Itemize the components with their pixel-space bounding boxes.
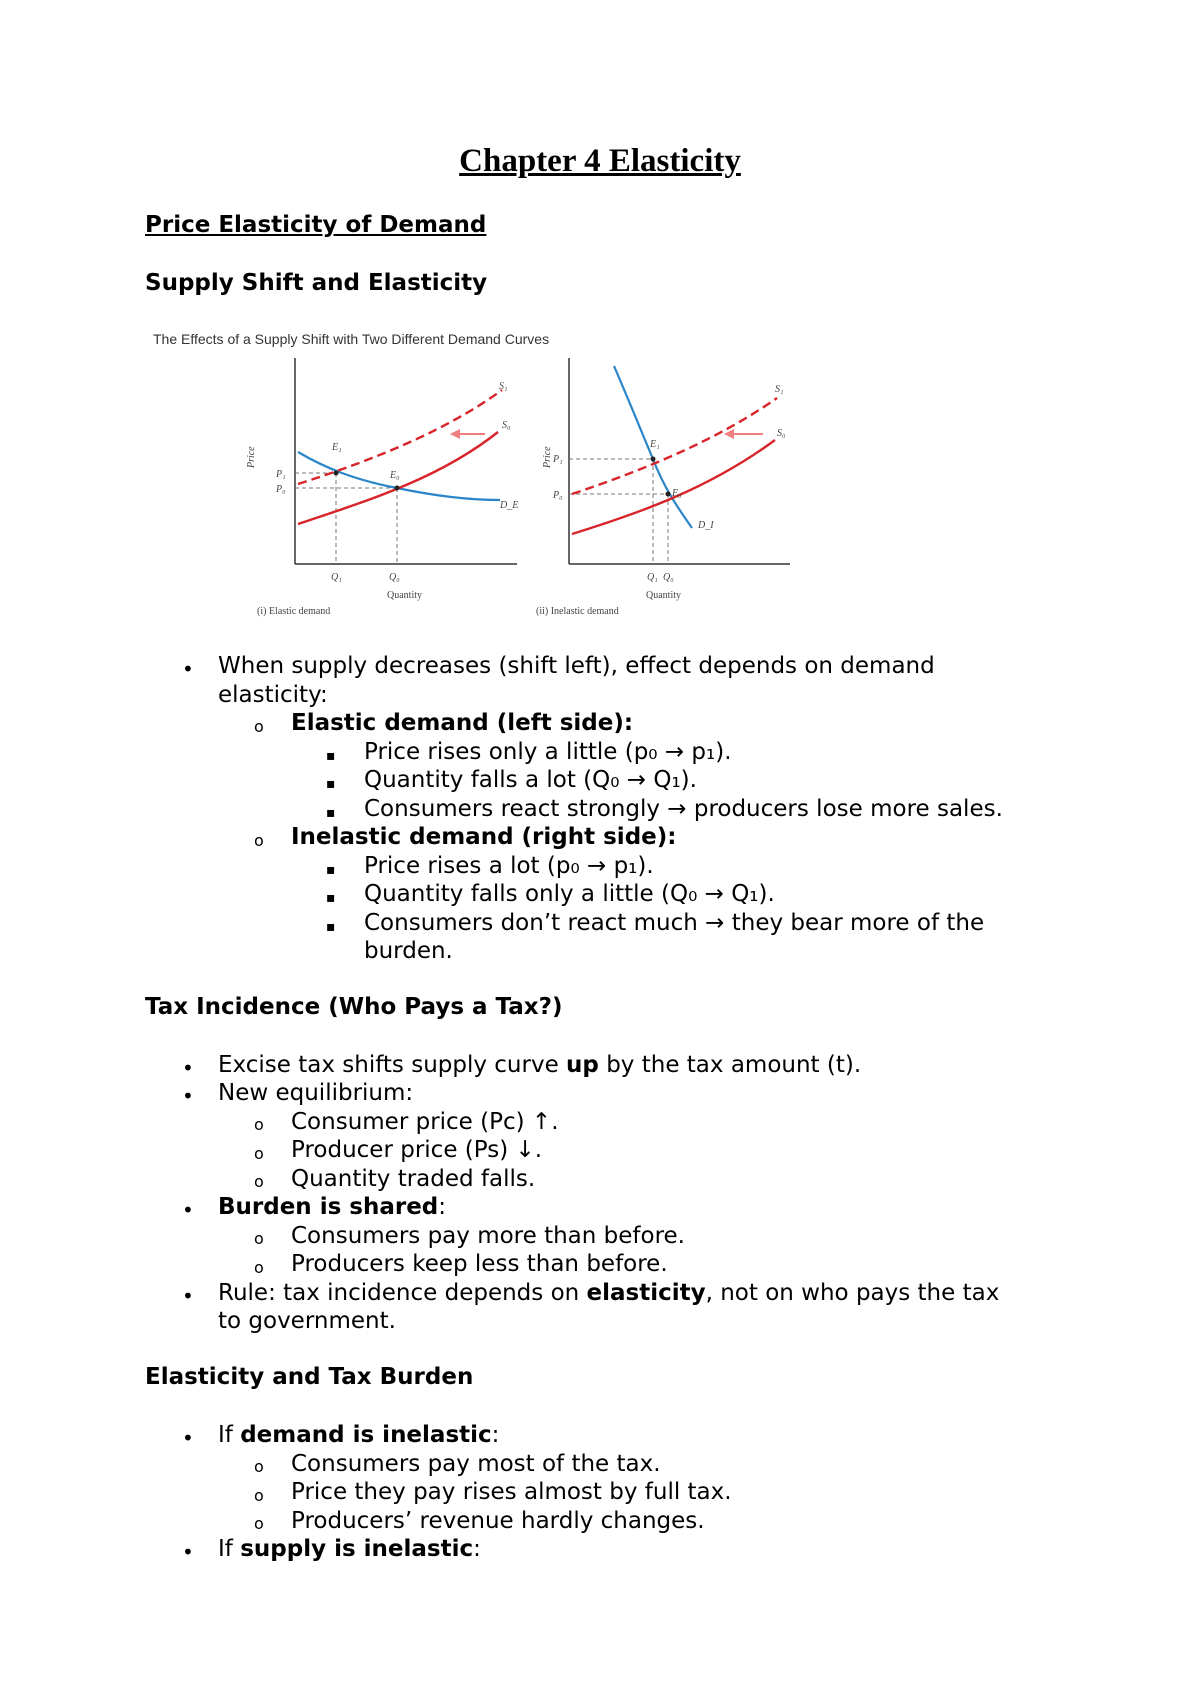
bullet-level2: o (254, 1457, 264, 1476)
list-item-continued: burden. (364, 938, 453, 964)
left-x-axis-label: Quantity (387, 590, 422, 601)
right-p1-label: P₁ (553, 454, 563, 465)
left-e1-label: E₁ (332, 442, 342, 453)
list-item: Burden is shared: (218, 1194, 447, 1220)
left-q1-label: Q₁ (331, 572, 342, 583)
elastic-demand-panel (246, 358, 518, 617)
right-demand-label: D_I (698, 520, 714, 531)
bullet-level2: o (254, 1172, 264, 1191)
list-item-continued: to government. (218, 1308, 396, 1334)
bullet-level1: • (182, 1284, 194, 1308)
right-y-axis-label: Price (542, 446, 553, 468)
left-e0-label: E₀ (390, 470, 400, 481)
bullet-level2: o (254, 1486, 264, 1505)
list-item: Consumer price (Pc) ↑. (291, 1109, 559, 1135)
left-supply-curve-s1 (298, 390, 502, 484)
list-item: Price they pay rises almost by full tax. (291, 1479, 732, 1505)
bullet-level3: ▪ (326, 919, 336, 935)
bullet-level3: ▪ (326, 890, 336, 906)
right-x-axis-label: Quantity (646, 590, 681, 601)
supply-shift-figure (150, 328, 800, 628)
list-item: New equilibrium: (218, 1080, 414, 1106)
left-p1-label: P₁ (276, 469, 286, 480)
right-supply-curve-s0 (572, 440, 775, 534)
list-item: Excise tax shifts supply curve up by the tax amount (t). (218, 1052, 862, 1078)
left-q0-label: Q₀ (389, 572, 400, 583)
right-q0-label: Q₀ (663, 572, 674, 583)
left-panel-caption: (i) Elastic demand (257, 606, 331, 617)
bullet-level1: • (182, 1426, 194, 1450)
right-s1-label: S₁ (775, 384, 784, 395)
list-item: Quantity falls only a little (Q₀ → Q₁). (364, 881, 775, 907)
list-item: Producers keep less than before. (291, 1251, 668, 1277)
right-point-e0 (666, 492, 671, 497)
right-shift-arrow-icon (724, 429, 734, 439)
list-item: Producer price (Ps) ↓. (291, 1137, 543, 1163)
right-panel-caption: (ii) Inelastic demand (536, 606, 619, 617)
list-item: Consumers don’t react much → they bear more of the (364, 910, 985, 936)
left-point-e0 (395, 486, 400, 491)
bullet-level2: o (254, 831, 264, 850)
list-item: Price rises only a little (p₀ → p₁). (364, 739, 732, 765)
list-item: Consumers pay most of the tax. (291, 1451, 661, 1477)
list-item: If demand is inelastic: (218, 1422, 500, 1448)
left-p0-label: P₀ (276, 484, 286, 495)
bullet-level3: ▪ (326, 805, 336, 821)
list-item: When supply decreases (shift left), effect depends on demand (218, 653, 935, 679)
inelastic-demand-heading: Inelastic demand (right side): (291, 824, 677, 850)
bullet-level2: o (254, 1229, 264, 1248)
list-item: Quantity traded falls. (291, 1166, 536, 1192)
right-p0-label: P₀ (553, 490, 563, 501)
bullet-level1: • (182, 1084, 194, 1108)
page-title: Chapter 4 Elasticity (459, 143, 741, 179)
bullet-level1: • (182, 657, 194, 681)
figure-title: The Effects of a Supply Shift with Two Different Demand Curves (153, 331, 550, 347)
right-point-e1 (651, 457, 656, 462)
list-item: Quantity falls a lot (Q₀ → Q₁). (364, 767, 697, 793)
left-demand-label: D_E (500, 500, 519, 511)
right-s0-label: S₀ (777, 428, 786, 439)
subsection-heading-supply-shift: Supply Shift and Elasticity (145, 270, 488, 296)
list-item: Consumers pay more than before. (291, 1223, 685, 1249)
bullet-level2: o (254, 1144, 264, 1163)
left-y-axis-label: Price (246, 446, 257, 468)
bullet-level1: • (182, 1056, 194, 1080)
left-shift-arrow-icon (450, 429, 460, 439)
right-e0-label: E₀ (672, 488, 682, 499)
bullet-level2: o (254, 1514, 264, 1533)
right-e1-label: E₁ (650, 439, 660, 450)
bullet-level1: • (182, 1540, 194, 1564)
bullet-level2: o (254, 1258, 264, 1277)
inelastic-demand-panel (536, 358, 790, 617)
elastic-demand-heading: Elastic demand (left side): (291, 710, 634, 736)
bullet-level3: ▪ (326, 862, 336, 878)
list-item: Consumers react strongly → producers lose more sales. (364, 796, 1003, 822)
right-q1-label: Q₁ (647, 572, 658, 583)
section-heading-price-elasticity: Price Elasticity of Demand (145, 212, 487, 238)
left-s1-label: S₁ (499, 381, 508, 392)
subsection-heading-elasticity-tax-burden: Elasticity and Tax Burden (145, 1364, 474, 1390)
bullet-level3: ▪ (326, 776, 336, 792)
list-item: Price rises a lot (p₀ → p₁). (364, 853, 654, 879)
left-point-e1 (334, 471, 339, 476)
list-item: Producers’ revenue hardly changes. (291, 1508, 705, 1534)
bullet-level2: o (254, 717, 264, 736)
bullet-level2: o (254, 1115, 264, 1134)
bullet-level3: ▪ (326, 748, 336, 764)
bullet-level1: • (182, 1198, 194, 1222)
list-item-continued: elasticity: (218, 682, 328, 708)
left-s0-label: S₀ (502, 420, 511, 431)
right-supply-curve-s1 (572, 398, 777, 494)
list-item: If supply is inelastic: (218, 1536, 481, 1562)
subsection-heading-tax-incidence: Tax Incidence (Who Pays a Tax?) (145, 994, 563, 1020)
list-item: Rule: tax incidence depends on elasticity, not on who pays the tax (218, 1280, 1000, 1306)
